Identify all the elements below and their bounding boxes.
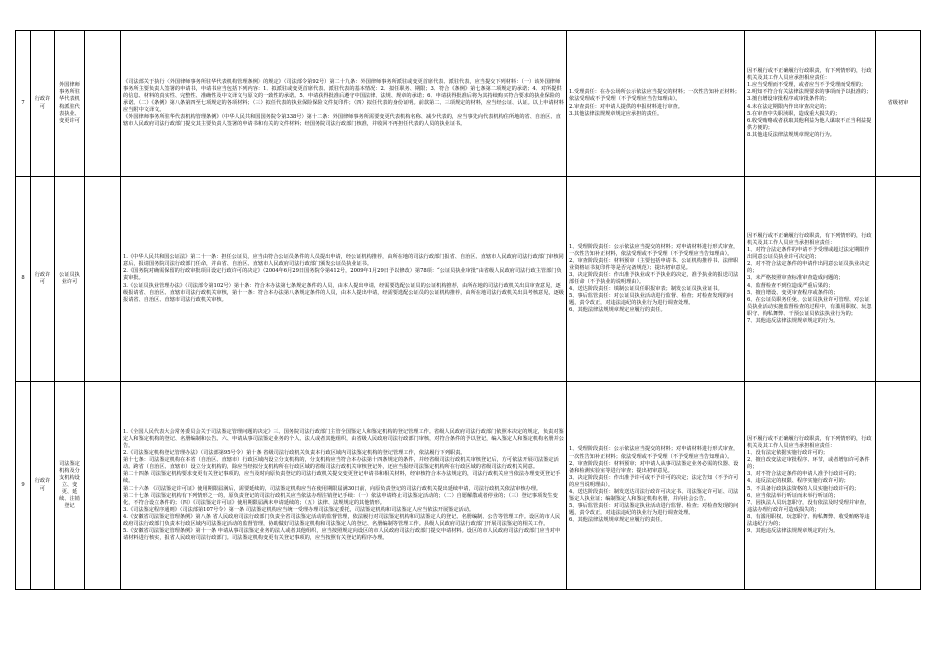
accountability-item: 3、未严格按照审查标准审查造成问题的； <box>747 275 844 282</box>
responsibility-item: 2、审查阶段责任：材料预审（主要包括申请书、公证机构推荐书、法律职业资格证书复印件等是否完备规范）；提出初审意见。 <box>569 257 739 271</box>
responsibility-item: 5、事后监管责任：对公证员执业活动进行监督、检查；对检查发现的问题，责令改正，对违法违纪的执业行为进行调查处理。 <box>569 293 734 307</box>
responsibility-item: 4、送达阶段责任：填制公证员任职报审表；制发公证员执业证书。 <box>569 286 723 293</box>
table-row <box>16 31 921 177</box>
sub-item <box>85 31 121 177</box>
responsibility-item: 5、事后监管责任：对司法鉴定执业活动进行监督、检查；对检查发现的问题，责令改正，对违法违纪的执业行为进行调查处理。 <box>569 503 739 517</box>
row-number: 8 <box>16 177 31 382</box>
basis-paragraph: 《司法部关于执行〈外国律师事务所驻华代表机构管理条例〉的规定》（司法部令第92号）第二十九条：外国律师事务所派驻或变更首席代表、派驻代表，应当提交下列材料：（一）该外国律师事务所主要负责人签署的申请书，申请书应当包括下列内容：1．拟派驻或变更首席代表、派驻代表的基本情况：2．拟任职务、期限；3．符合《条例》第七条第二项规定的承诺；4．对所提供的信息、材料的真实性、完整性、准确性及中文译文与原文的一致性的承诺。5．申请获得批准后遵守中国法律、法规、规章的承诺；6．申请获得批准后将为其持续购买符合要求的执业保险的承诺。（二）《条例》第八条第四至七项规定的各项材料；（三）拟任代表的执业保险保险文件复印件；（四）拟任代表的身份证明。前款第二、三项规定的材料，应当经公证、认证。以上申请材料应当附中文译文。 <box>123 78 564 114</box>
accountability-item: 4.未在法定期限内作出审查决定的； <box>747 103 830 110</box>
row-number: 9 <box>16 382 31 590</box>
responsibility-item: 1、受理阶段责任：公示依法应当提交的材料；对申请材料进行形式审查，一次性告知补正材料；依法受理或不予受理（不予受理应当告知理由）。 <box>569 446 739 460</box>
responsibility-item: 3.其他法律法规规章规定应承担的责任。 <box>569 110 663 117</box>
table-row <box>16 382 921 590</box>
power-type: 行政许可 <box>31 177 55 382</box>
accountability-item: 7、因执法人员玩忽职守，没有依法及时受理并审查，违法办理行政许可造成损失的； <box>747 499 870 513</box>
item-name: 公证员执业许可 <box>55 177 85 382</box>
power-type: 行政许可 <box>31 31 55 177</box>
responsibility-item: 1、受理阶段责任：公示依法应当提交的材料；对申请材料进行形式审查，一次性告知补正材料，依法受理或不予受理（不予受理应当告知理由）。 <box>569 243 739 257</box>
basis-paragraph: 第二十七条 司法鉴定机构有下列情形之一的，原负责登记的司法行政机关应当依法办理注销登记手续：（一）依法申请终止司法鉴定活动的；（二）自愿解散或者停业的；（三）登记事项发生变化，不符合设立条件的；（四）《司法鉴定许可证》使用期限届满未申请延续的；（五）法律、法规规定的其他情形。 <box>123 492 558 506</box>
responsibility-item: 3、决定阶段责任：作出准予执业或不予执业的决定，准予执业的报送司法部任命（不予执业的说明理由）。 <box>569 271 739 285</box>
accountability-item: 因不履行或不正确履行行政职责，有下列情形的，行政机关及其工作人员应当承担相应责任： <box>747 435 872 449</box>
responsibility-item: 2.审查责任：对申请人提供的申报材料进行审查。 <box>569 103 683 110</box>
implementing-level <box>876 382 921 590</box>
responsibility-item: 1.受理责任：在办公场所公示依法应当提交的材料；一次性告知补正材料；依法受理或不予受理（不予受理应当告知理由）。 <box>569 89 740 103</box>
basis-paragraph: 5.《安徽省司法鉴定管理条例》第十一条 申请从事司法鉴定业务的法人或者其他组织，应当按照规定向设区的市人民政府司法行政部门提交申请材料。设区的市人民政府司法行政部门应当对申请材料进行核实，报省人民政府司法行政部门。司法鉴定机构变更有关登记事项的，应当按照有关登记的程序办理。 <box>123 528 561 542</box>
legal-basis <box>121 382 567 590</box>
responsibility-item: 4、送达阶段责任：制发送达司法行政许可决定书、司法鉴定许可证、司法鉴定人执业证；编制鉴定人和鉴定机构名册，并向社会公告。 <box>569 489 739 503</box>
accountability-item: 因不履行或不正确履行行政职责，有下列情形的，行政机关及其工作人员应承担相应责任： <box>747 68 872 82</box>
basis-paragraph: 2.《司法鉴定机构登记管理办法》（司法部第95号令）第十条 省级司法行政机关负责本行政区域内司法鉴定机构的登记管理工作，依法履行下列职责。 <box>123 450 466 457</box>
basis-paragraph: 第十七条：司法鉴定机构在本省（自治区、直辖市）行政区域内设立分支机构的，分支机构应当符合本办法第十四条规定的条件，并经省级司法行政机关审核登记后，方可依法开展司法鉴定活动。跨省（自治区、直辖市）设立分支机构的，除应当经拟分支机构所在行政区域的省级司法行政机关审核登记外，还应当报经司法鉴定机构所在行政区域的省级司法行政机关同意。 <box>123 457 559 471</box>
basis-paragraph: 《外国律师事务所驻华代表机构管理条例》（中华人民共和国国务院令第338号）第十二条：外国律师事务所需要变更代表机构名称、减少代表的，应当事先向代表机构住所地的省、自治区、直辖市人民政府司法行政部门提交其主要负责人签署的申请书和有关的文件材料；经国务院司法行政部门核准，并收回不再担任代表的人员的执业证书。 <box>123 114 561 128</box>
accountability-item: 9、其他违反法律法规规章规定的行为。 <box>747 528 839 535</box>
accountability-item: 4、监督检查不到位造成严重后果的； <box>747 282 834 289</box>
implementing-level: 省级初审 <box>876 31 921 177</box>
accountability-item: 1、没有法定依据实施行政许可的； <box>747 450 829 457</box>
row-number: 7 <box>16 31 31 177</box>
accountability-item: 4、违反法定的权限、程序实施行政许可的； <box>747 478 849 485</box>
accountability-item: 6.收受贿赂或者获取其他利益为他人谋取不正当利益提供方便的； <box>747 117 872 131</box>
implementing-level <box>876 177 921 382</box>
responsibility-item: 6、其他法律法规规章规定应履行的责任。 <box>569 517 666 524</box>
sub-item <box>85 177 121 382</box>
responsibility-item: 3、决定阶段责任：作出准予许可或不予许可的决定；法定告知（不予许可的应当说明理由）。 <box>569 474 739 488</box>
basis-paragraph: 1.《全国人民代表大会常务委员会关于司法鉴定管理问题的决定》三、国务院司法行政部门主管全国鉴定人和鉴定机构的登记管理工作。省级人民政府司法行政部门依照本决定的规定，负责对鉴定人和鉴定机构的登记、名册编制和公告。六、申请从事司法鉴定业务的个人、法人或者其他组织，由省级人民政府司法行政部门审核，对符合条件的予以登记，编入鉴定人和鉴定机构名册并公告。 <box>123 428 564 449</box>
basis-paragraph: 1.《中华人民共和国公证法》第二十一条：担任公证员，应当由符合公证员条件的人员提出申请，经公证机构推荐，由所在地的司法行政部门报省、自治区、直辖市人民政府司法行政部门审核同意后，报请国务院司法行政部门任命，并由省、自治区、直辖市人民政府司法行政部门颁发公证员执业证书。 <box>123 254 564 268</box>
power-type: 行政许可 <box>31 382 55 590</box>
accountability-item: 5、擅自增设、变更审查程序或条件的； <box>747 289 839 296</box>
legal-basis <box>121 31 567 177</box>
accountability-item: 1.应当受理而不受理，或者应当不予受理而受理的； <box>747 82 867 89</box>
item-name: 司法鉴定机构及分支机构设立、变更、延续、注销登记 <box>55 382 85 590</box>
accountability-item: 6、应当依法举行听证而未举行听证的； <box>747 492 839 499</box>
accountability-item: 5.在审查中失职渎职，造成重大损失的； <box>747 110 841 117</box>
basis-paragraph: 2.《国务院对确需保留的行政审批项目设定行政许可的决定》（2004年6月29日国务院令第412号，2009年1月29日予以修改）第78项：“公证员执业审批”由省级人民政府司法行政主管部门负责审批。 <box>123 268 562 282</box>
basis-paragraph: 第二十六条 《司法鉴定许可证》使用期限届满后，需要延续的，司法鉴定机构应当在使用期限届满30日前，向原负责登记的司法行政机关提出延续申请，司法行政机关依法审核办理。 <box>123 485 542 492</box>
responsibility-item: 6、其他法律法规规章规定应履行的责任。 <box>569 307 666 314</box>
sub-item <box>85 382 121 590</box>
accountability-item: 8.其他违反法律法规规章规定的行为。 <box>747 131 835 138</box>
accountability <box>745 177 876 382</box>
accountability-item: 1、对符合法定条件的申请不予受理或超过法定期限作出同意公证员执业许可决定的； <box>747 247 870 261</box>
accountability-item: 7、其他违反法律法规规章规定的行为。 <box>747 318 839 325</box>
responsibility-item: 2、审查阶段责任：材料预审；对申请人从事司法鉴定业务必需的仪器、设备和检测实验室等进行审查；提出初审意见。 <box>569 460 739 474</box>
accountability <box>745 382 876 590</box>
accountability-item: 3、对不符合法定条件的申请人准予行政许可的； <box>747 471 860 478</box>
basis-paragraph: 3.《司法鉴定程序通则》（司法部第107号令）第一条 司法鉴定机构应当统一受理办理司法鉴定委托，司法鉴定机构和司法鉴定人应当依法开展鉴定活动。 <box>123 506 475 513</box>
basis-paragraph: 4.《安徽省司法鉴定管理条例》第八条 省人民政府司法行政部门负责全省司法鉴定活动的监督管理，依法履行对司法鉴定机构和司法鉴定人的登记、名册编制、公告等管理工作。设区的市人民政府司法行政部门负责本行政区域内司法鉴定活动的监督管理，协助做好司法鉴定机构和司法鉴定人的登记、名册编制等管理工作。县级人民政府司法行政部门开展司法鉴定的相关工作。 <box>123 513 561 527</box>
item-name: 外国律师事务所驻华代表机构派驻代表执业、变更许可 <box>55 31 85 177</box>
accountability <box>745 31 876 177</box>
basis-paragraph: 3.《公证员执业管理办法》（司法部令第102号）第十条：符合本办法第七条规定条件的人员，由本人提出申请，经需要选配公证员的公证机构推荐，由所在地的司法行政机关出具审查意见，逐级报请省、自治区、直辖市司法行政机关审核，第十一条：符合本办法第八条规定条件的人员，由本人提出申请，经需要选配公证员的公证机构推荐，由所在地司法行政机关出具考核意见，逐级报请省、自治区、直辖市司法行政机关审核。 <box>123 282 564 303</box>
accountability-item: 2、擅自改变法定审批程序、环节，或者增加许可条件的； <box>747 457 870 471</box>
accountability-item: 5、不具备行政执法资格的人员实施行政许可的； <box>747 485 860 492</box>
responsibility <box>567 177 745 382</box>
table-row <box>16 177 921 382</box>
accountability-item: 8、有滥用职权、玩忽职守、徇私舞弊、收受贿赂等违法违纪行为的； <box>747 513 870 527</box>
responsibility <box>567 382 745 590</box>
accountability-item: 2.明知不符合有关法律法规要求的事项而予以批准的； <box>747 89 872 96</box>
power-list-table <box>15 30 921 590</box>
accountability-item: 因不履行或不正确履行行政职责，有下列情形的，行政机关及其工作人员应当承担相应责任： <box>747 232 872 246</box>
basis-paragraph: 第二十四条 司法鉴定机构要求变更有关登记事项的，应当及时向原负责登记的司法行政机关提交变更登记申请书和相关材料，经审核符合本办法规定的，司法行政机关应当依法办理变更登记手续。 <box>123 471 561 485</box>
responsibility <box>567 31 745 177</box>
accountability-item: 2、对不符合法定条件的申请作出同意公证员执业决定的； <box>747 261 870 275</box>
legal-basis <box>121 177 567 382</box>
accountability-item: 6、在公证员职务任免、公证员执业许可管理、对公证员执业活动实施监督检查的过程中，有滥用职权、玩忽职守、徇私舞弊、干预公证员依法执业行为的； <box>747 296 872 317</box>
accountability-item: 3.擅自增设审批程序或审批条件的； <box>747 96 830 103</box>
